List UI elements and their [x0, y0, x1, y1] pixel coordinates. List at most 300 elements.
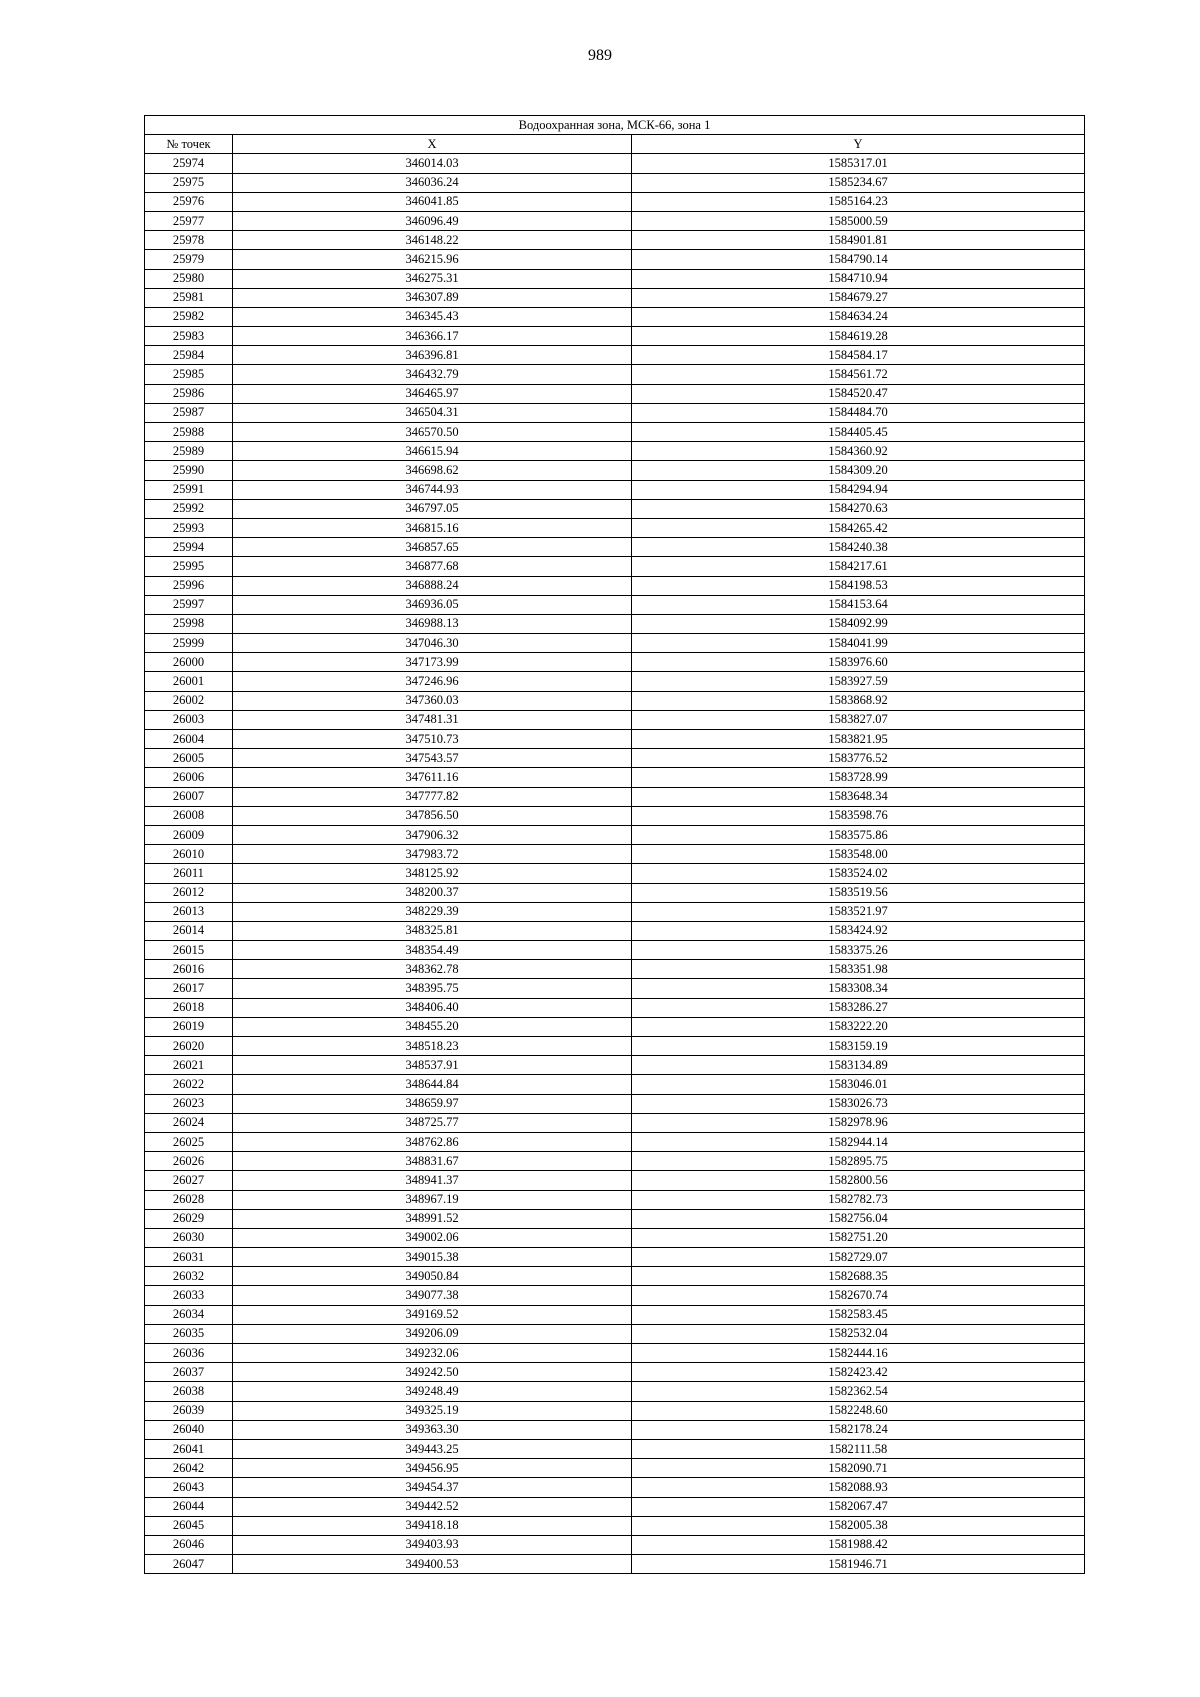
cell-point-number: 26010 [145, 845, 233, 864]
table-row [145, 1094, 1085, 1113]
cell-point-number: 26037 [145, 1363, 233, 1382]
cell-y: 1584679.27 [632, 288, 1085, 307]
cell-point-number: 26002 [145, 691, 233, 710]
cell-point-number: 25984 [145, 346, 233, 365]
cell-point-number: 26014 [145, 921, 233, 940]
cell-y: 1584153.64 [632, 595, 1085, 614]
cell-x: 347906.32 [233, 825, 632, 844]
cell-y: 1584520.47 [632, 384, 1085, 403]
cell-y: 1582248.60 [632, 1401, 1085, 1420]
cell-x: 347983.72 [233, 845, 632, 864]
table-row [145, 1248, 1085, 1267]
table-row [145, 1171, 1085, 1190]
cell-y: 1583521.97 [632, 902, 1085, 921]
table-row [145, 1190, 1085, 1209]
cell-point-number: 26036 [145, 1344, 233, 1363]
cell-point-number: 26025 [145, 1132, 233, 1151]
cell-point-number: 25998 [145, 614, 233, 633]
cell-point-number: 25981 [145, 288, 233, 307]
cell-y: 1583524.02 [632, 864, 1085, 883]
cell-y: 1583648.34 [632, 787, 1085, 806]
cell-y: 1584270.63 [632, 499, 1085, 518]
cell-x: 346857.65 [233, 538, 632, 557]
cell-y: 1584484.70 [632, 403, 1085, 422]
cell-y: 1583927.59 [632, 672, 1085, 691]
cell-y: 1583598.76 [632, 806, 1085, 825]
cell-point-number: 25982 [145, 307, 233, 326]
cell-y: 1582800.56 [632, 1171, 1085, 1190]
cell-point-number: 26040 [145, 1420, 233, 1439]
cell-y: 1583026.73 [632, 1094, 1085, 1113]
cell-y: 1584041.99 [632, 634, 1085, 653]
table-row [145, 1363, 1085, 1382]
table-row [145, 518, 1085, 537]
cell-point-number: 26034 [145, 1305, 233, 1324]
cell-point-number: 25995 [145, 557, 233, 576]
cell-x: 347543.57 [233, 749, 632, 768]
cell-y: 1584634.24 [632, 307, 1085, 326]
cell-point-number: 25997 [145, 595, 233, 614]
table-row [145, 845, 1085, 864]
cell-point-number: 26000 [145, 653, 233, 672]
cell-point-number: 26021 [145, 1056, 233, 1075]
cell-y: 1582178.24 [632, 1420, 1085, 1439]
cell-y: 1585000.59 [632, 211, 1085, 230]
cell-x: 349248.49 [233, 1382, 632, 1401]
cell-point-number: 26016 [145, 960, 233, 979]
cell-x: 347481.31 [233, 710, 632, 729]
table-row [145, 672, 1085, 691]
table-row [145, 269, 1085, 288]
cell-x: 348659.97 [233, 1094, 632, 1113]
cell-x: 348967.19 [233, 1190, 632, 1209]
cell-y: 1584092.99 [632, 614, 1085, 633]
table-row [145, 480, 1085, 499]
cell-y: 1582756.04 [632, 1209, 1085, 1228]
cell-y: 1584217.61 [632, 557, 1085, 576]
table-row [145, 211, 1085, 230]
cell-y: 1582111.58 [632, 1439, 1085, 1458]
cell-x: 348325.81 [233, 921, 632, 940]
cell-x: 346432.79 [233, 365, 632, 384]
cell-x: 346096.49 [233, 211, 632, 230]
cell-y: 1583159.19 [632, 1037, 1085, 1056]
cell-point-number: 25977 [145, 211, 233, 230]
cell-point-number: 26028 [145, 1190, 233, 1209]
table-row [145, 384, 1085, 403]
table-row [145, 634, 1085, 653]
cell-point-number: 25976 [145, 192, 233, 211]
cell-y: 1584294.94 [632, 480, 1085, 499]
cell-y: 1583286.27 [632, 998, 1085, 1017]
cell-point-number: 26003 [145, 710, 233, 729]
table-title-row [145, 116, 1085, 135]
cell-x: 349232.06 [233, 1344, 632, 1363]
table-row [145, 614, 1085, 633]
cell-x: 349454.37 [233, 1478, 632, 1497]
cell-point-number: 26012 [145, 883, 233, 902]
cell-y: 1582423.42 [632, 1363, 1085, 1382]
page-number: 989 [588, 47, 612, 64]
cell-y: 1581988.42 [632, 1535, 1085, 1554]
cell-y: 1584619.28 [632, 327, 1085, 346]
table-row [145, 1555, 1085, 1574]
cell-y: 1582688.35 [632, 1267, 1085, 1286]
table-row [145, 979, 1085, 998]
table-row [145, 346, 1085, 365]
cell-point-number: 26009 [145, 825, 233, 844]
cell-point-number: 26030 [145, 1228, 233, 1247]
table-row [145, 902, 1085, 921]
cell-y: 1583519.56 [632, 883, 1085, 902]
table-row [145, 960, 1085, 979]
table-row [145, 1017, 1085, 1036]
cell-y: 1582067.47 [632, 1497, 1085, 1516]
cell-y: 1582444.16 [632, 1344, 1085, 1363]
cell-y: 1585317.01 [632, 154, 1085, 173]
cell-point-number: 26039 [145, 1401, 233, 1420]
cell-point-number: 26011 [145, 864, 233, 883]
cell-y: 1584405.45 [632, 423, 1085, 442]
cell-y: 1584901.81 [632, 231, 1085, 250]
cell-x: 347510.73 [233, 730, 632, 749]
cell-point-number: 25978 [145, 231, 233, 250]
cell-point-number: 26043 [145, 1478, 233, 1497]
table-title: Водоохранная зона, МСК-66, зона 1 [145, 116, 1085, 135]
cell-point-number: 25986 [145, 384, 233, 403]
cell-x: 347777.82 [233, 787, 632, 806]
cell-y: 1584265.42 [632, 518, 1085, 537]
cell-y: 1582895.75 [632, 1152, 1085, 1171]
cell-y: 1583046.01 [632, 1075, 1085, 1094]
cell-point-number: 26047 [145, 1555, 233, 1574]
table-row [145, 1037, 1085, 1056]
cell-point-number: 26026 [145, 1152, 233, 1171]
cell-point-number: 26001 [145, 672, 233, 691]
table-header-row [145, 135, 1085, 154]
table-row [145, 365, 1085, 384]
cell-point-number: 25990 [145, 461, 233, 480]
cell-point-number: 26032 [145, 1267, 233, 1286]
table-row [145, 1439, 1085, 1458]
cell-x: 349015.38 [233, 1248, 632, 1267]
cell-y: 1585164.23 [632, 192, 1085, 211]
cell-x: 349456.95 [233, 1459, 632, 1478]
cell-x: 346041.85 [233, 192, 632, 211]
table-row [145, 423, 1085, 442]
cell-x: 346877.68 [233, 557, 632, 576]
cell-x: 346014.03 [233, 154, 632, 173]
table-row [145, 1132, 1085, 1151]
cell-x: 346815.16 [233, 518, 632, 537]
cell-y: 1583575.86 [632, 825, 1085, 844]
cell-x: 346988.13 [233, 614, 632, 633]
cell-y: 1582782.73 [632, 1190, 1085, 1209]
header-y: Y [632, 135, 1085, 154]
table-row [145, 231, 1085, 250]
cell-y: 1583827.07 [632, 710, 1085, 729]
cell-y: 1583134.89 [632, 1056, 1085, 1075]
cell-point-number: 26015 [145, 941, 233, 960]
table-row [145, 192, 1085, 211]
cell-x: 349443.25 [233, 1439, 632, 1458]
table-row [145, 327, 1085, 346]
cell-point-number: 26038 [145, 1382, 233, 1401]
cell-y: 1582005.38 [632, 1516, 1085, 1535]
cell-y: 1583222.20 [632, 1017, 1085, 1036]
cell-x: 346797.05 [233, 499, 632, 518]
cell-point-number: 26006 [145, 768, 233, 787]
table-row [145, 442, 1085, 461]
cell-y: 1583351.98 [632, 960, 1085, 979]
table-row [145, 787, 1085, 806]
table-row [145, 1228, 1085, 1247]
cell-y: 1583821.95 [632, 730, 1085, 749]
cell-x: 348395.75 [233, 979, 632, 998]
cell-point-number: 26005 [145, 749, 233, 768]
cell-y: 1582362.54 [632, 1382, 1085, 1401]
cell-point-number: 25974 [145, 154, 233, 173]
table-row [145, 288, 1085, 307]
cell-x: 349418.18 [233, 1516, 632, 1535]
cell-point-number: 25991 [145, 480, 233, 499]
cell-point-number: 26023 [145, 1094, 233, 1113]
cell-x: 348455.20 [233, 1017, 632, 1036]
table-row [145, 749, 1085, 768]
cell-point-number: 25993 [145, 518, 233, 537]
cell-y: 1583976.60 [632, 653, 1085, 672]
table-row [145, 1209, 1085, 1228]
cell-x: 349169.52 [233, 1305, 632, 1324]
cell-x: 348644.84 [233, 1075, 632, 1094]
cell-point-number: 25988 [145, 423, 233, 442]
cell-point-number: 26041 [145, 1439, 233, 1458]
cell-x: 348200.37 [233, 883, 632, 902]
cell-y: 1583308.34 [632, 979, 1085, 998]
table-row [145, 307, 1085, 326]
table-row [145, 1056, 1085, 1075]
cell-y: 1584710.94 [632, 269, 1085, 288]
cell-x: 349050.84 [233, 1267, 632, 1286]
table-row [145, 1497, 1085, 1516]
table-row [145, 998, 1085, 1017]
cell-x: 348991.52 [233, 1209, 632, 1228]
cell-point-number: 26017 [145, 979, 233, 998]
cell-x: 346615.94 [233, 442, 632, 461]
cell-x: 348725.77 [233, 1113, 632, 1132]
table-row [145, 173, 1085, 192]
cell-y: 1582944.14 [632, 1132, 1085, 1151]
table-row [145, 768, 1085, 787]
table-row [145, 595, 1085, 614]
table-row [145, 250, 1085, 269]
table-row [145, 921, 1085, 940]
cell-y: 1583548.00 [632, 845, 1085, 864]
cell-y: 1584561.72 [632, 365, 1085, 384]
cell-point-number: 25989 [145, 442, 233, 461]
cell-x: 346465.97 [233, 384, 632, 403]
cell-x: 346275.31 [233, 269, 632, 288]
cell-x: 348354.49 [233, 941, 632, 960]
cell-point-number: 26027 [145, 1171, 233, 1190]
cell-x: 348229.39 [233, 902, 632, 921]
table-row [145, 538, 1085, 557]
cell-x: 349206.09 [233, 1324, 632, 1343]
cell-y: 1582583.45 [632, 1305, 1085, 1324]
cell-x: 348537.91 [233, 1056, 632, 1075]
cell-x: 346504.31 [233, 403, 632, 422]
cell-point-number: 25987 [145, 403, 233, 422]
header-x: X [233, 135, 632, 154]
table-row [145, 1152, 1085, 1171]
cell-point-number: 25999 [145, 634, 233, 653]
cell-y: 1584584.17 [632, 346, 1085, 365]
cell-x: 349403.93 [233, 1535, 632, 1554]
cell-point-number: 25975 [145, 173, 233, 192]
cell-x: 348518.23 [233, 1037, 632, 1056]
cell-x: 348762.86 [233, 1132, 632, 1151]
cell-x: 346307.89 [233, 288, 632, 307]
cell-x: 346148.22 [233, 231, 632, 250]
cell-x: 349242.50 [233, 1363, 632, 1382]
cell-point-number: 25985 [145, 365, 233, 384]
table-row [145, 1516, 1085, 1535]
table-row [145, 710, 1085, 729]
cell-point-number: 26044 [145, 1497, 233, 1516]
table-row [145, 1401, 1085, 1420]
table-row [145, 557, 1085, 576]
cell-y: 1584240.38 [632, 538, 1085, 557]
table-row [145, 806, 1085, 825]
cell-x: 347611.16 [233, 768, 632, 787]
table-row [145, 1324, 1085, 1343]
cell-x: 346888.24 [233, 576, 632, 595]
cell-x: 346744.93 [233, 480, 632, 499]
table-row [145, 1267, 1085, 1286]
cell-point-number: 26045 [145, 1516, 233, 1535]
cell-x: 346036.24 [233, 173, 632, 192]
cell-y: 1583424.92 [632, 921, 1085, 940]
cell-y: 1582088.93 [632, 1478, 1085, 1497]
cell-y: 1583728.99 [632, 768, 1085, 787]
cell-y: 1584198.53 [632, 576, 1085, 595]
cell-x: 346698.62 [233, 461, 632, 480]
cell-y: 1582751.20 [632, 1228, 1085, 1247]
table-row [145, 1075, 1085, 1094]
cell-point-number: 26008 [145, 806, 233, 825]
cell-y: 1584360.92 [632, 442, 1085, 461]
table-row [145, 403, 1085, 422]
cell-x: 349002.06 [233, 1228, 632, 1247]
table-row [145, 1286, 1085, 1305]
cell-y: 1582978.96 [632, 1113, 1085, 1132]
cell-point-number: 26024 [145, 1113, 233, 1132]
cell-x: 346215.96 [233, 250, 632, 269]
cell-y: 1583776.52 [632, 749, 1085, 768]
cell-point-number: 25980 [145, 269, 233, 288]
table-row [145, 1459, 1085, 1478]
table-row [145, 653, 1085, 672]
cell-x: 349363.30 [233, 1420, 632, 1439]
cell-x: 349325.19 [233, 1401, 632, 1420]
cell-point-number: 25979 [145, 250, 233, 269]
header-point-number: № точек [145, 135, 233, 154]
table-row [145, 1113, 1085, 1132]
table-row [145, 825, 1085, 844]
cell-point-number: 25992 [145, 499, 233, 518]
table-row [145, 1478, 1085, 1497]
cell-x: 348941.37 [233, 1171, 632, 1190]
cell-point-number: 26022 [145, 1075, 233, 1094]
cell-x: 349077.38 [233, 1286, 632, 1305]
table-body [145, 154, 1085, 1574]
cell-x: 347856.50 [233, 806, 632, 825]
cell-point-number: 26035 [145, 1324, 233, 1343]
cell-x: 348125.92 [233, 864, 632, 883]
cell-x: 346345.43 [233, 307, 632, 326]
table-row [145, 1420, 1085, 1439]
table-row [145, 883, 1085, 902]
cell-y: 1584790.14 [632, 250, 1085, 269]
table-row [145, 864, 1085, 883]
cell-y: 1582670.74 [632, 1286, 1085, 1305]
cell-y: 1582090.71 [632, 1459, 1085, 1478]
cell-x: 348831.67 [233, 1152, 632, 1171]
cell-point-number: 25983 [145, 327, 233, 346]
table-row [145, 576, 1085, 595]
table-row [145, 499, 1085, 518]
table-row [145, 1344, 1085, 1363]
cell-point-number: 26031 [145, 1248, 233, 1267]
cell-y: 1584309.20 [632, 461, 1085, 480]
cell-x: 346396.81 [233, 346, 632, 365]
cell-x: 347046.30 [233, 634, 632, 653]
cell-x: 349400.53 [233, 1555, 632, 1574]
cell-y: 1583375.26 [632, 941, 1085, 960]
coordinates-table [144, 115, 1085, 1574]
cell-point-number: 26046 [145, 1535, 233, 1554]
cell-point-number: 26020 [145, 1037, 233, 1056]
table-row [145, 1535, 1085, 1554]
cell-point-number: 26033 [145, 1286, 233, 1305]
cell-x: 346936.05 [233, 595, 632, 614]
table-row [145, 691, 1085, 710]
cell-x: 346366.17 [233, 327, 632, 346]
cell-y: 1582729.07 [632, 1248, 1085, 1267]
cell-y: 1582532.04 [632, 1324, 1085, 1343]
cell-point-number: 25994 [145, 538, 233, 557]
cell-x: 349442.52 [233, 1497, 632, 1516]
cell-y: 1585234.67 [632, 173, 1085, 192]
cell-y: 1581946.71 [632, 1555, 1085, 1574]
cell-x: 347246.96 [233, 672, 632, 691]
table-row [145, 941, 1085, 960]
cell-y: 1583868.92 [632, 691, 1085, 710]
cell-point-number: 26019 [145, 1017, 233, 1036]
cell-point-number: 26007 [145, 787, 233, 806]
table-row [145, 461, 1085, 480]
cell-x: 346570.50 [233, 423, 632, 442]
cell-x: 347360.03 [233, 691, 632, 710]
table-row [145, 1305, 1085, 1324]
cell-x: 348406.40 [233, 998, 632, 1017]
cell-point-number: 26013 [145, 902, 233, 921]
cell-x: 347173.99 [233, 653, 632, 672]
cell-point-number: 26004 [145, 730, 233, 749]
cell-point-number: 25996 [145, 576, 233, 595]
cell-point-number: 26018 [145, 998, 233, 1017]
cell-point-number: 26042 [145, 1459, 233, 1478]
